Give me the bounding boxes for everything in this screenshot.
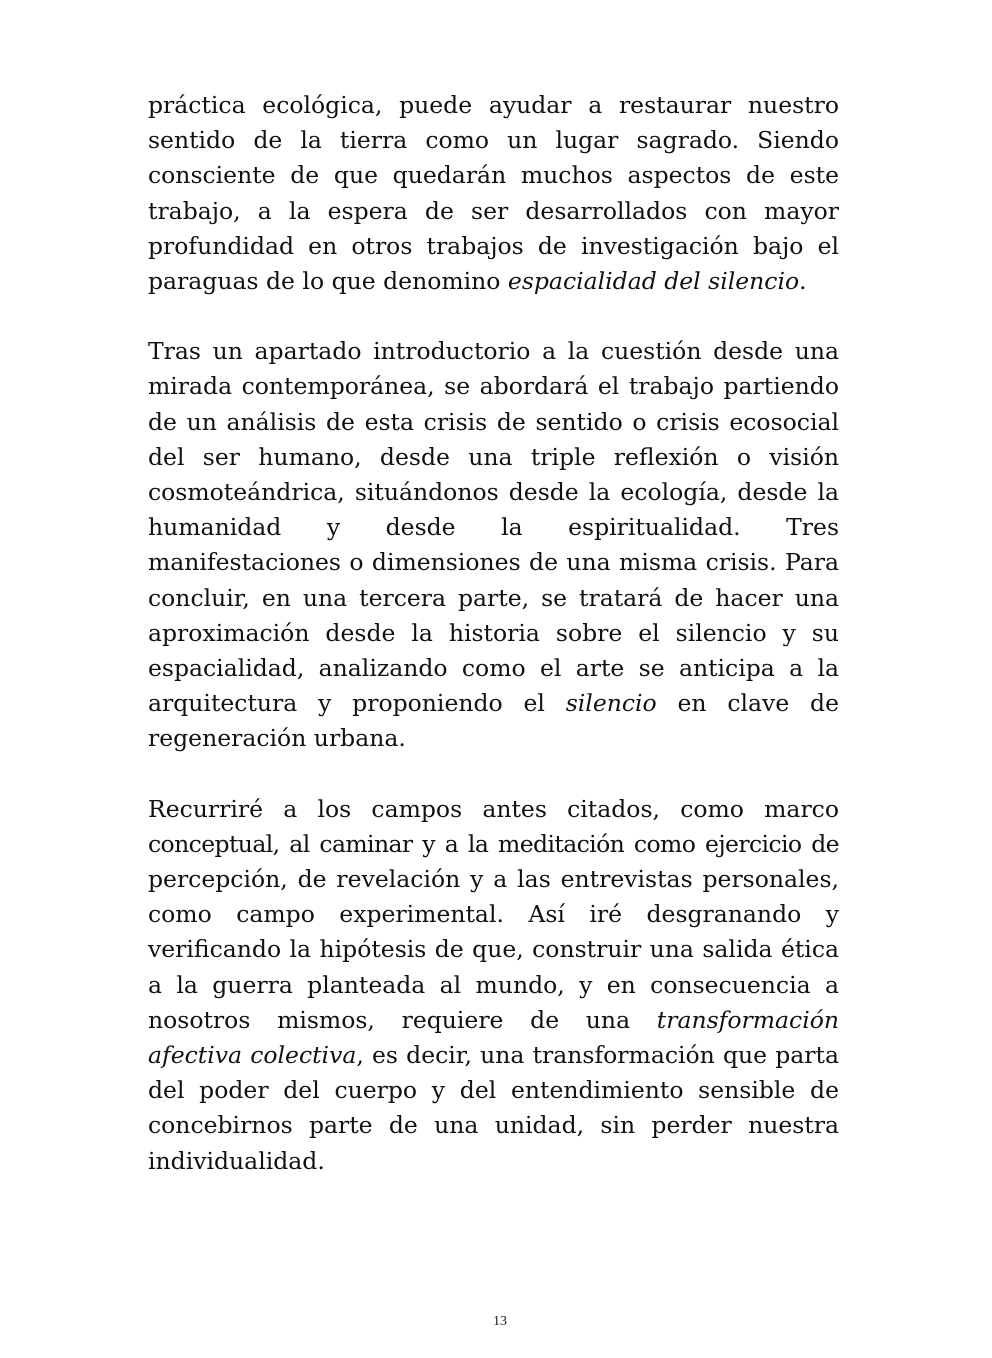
paragraph-3-text: Recurriré a los campos antes citados, como marco — [148, 794, 839, 823]
paragraph-1 — [148, 88, 839, 299]
paragraph-2 — [148, 334, 839, 756]
italic-term-transformacion: transformación afectiva colectiva — [148, 1005, 839, 1070]
paragraph-3 — [148, 792, 839, 1179]
italic-term-espacialidad: espacialidad del silencio — [507, 267, 800, 296]
paragraph-3-end: , es decir, una transformación que parta del poder del cuerpo y del entendimiento sensible de concebirnos parte de una unidad, sin perder nuestra individualidad. — [148, 1041, 839, 1175]
paragraph-1-end: . — [799, 267, 807, 296]
paragraph-3-tight-line: conceptual, al caminar y a la meditación como ejercicio de — [148, 829, 839, 858]
paragraph-2-text: Tras un apartado introductorio a la cuestión desde una mirada contemporánea, se abordará el trabajo partiendo de un análisis de esta crisis de sentido o crisis ecosocial del ser humano, desde una triple reflexión o visión cosmoteándrica, situándonos desde la ecología, desde la humanidad y desde la espiritualidad. Tres manifestaciones o dimensiones de una misma crisis. Para concluir, en una tercera parte, se tratará de hacer una aproximación desde la historia sobre el silencio y su espacialidad, analizando como el arte se anticipa a la arquitectura y proponiendo el — [148, 337, 839, 718]
paragraph-1-text: práctica ecológica, puede ayudar a restaurar nuestro sentido de la tierra como un lugar sagrado. Siendo consciente de que quedarán muchos aspectos de este trabajo, a la espera de ser desarrollados con mayor profundidad en otros trabajos de investigación bajo el paraguas de lo que denomino — [148, 91, 839, 296]
page-number: 13 — [493, 1314, 507, 1329]
paragraph-3-continued: percepción, de revelación y a las entrevistas personales, como campo experimental. Así iré desgranando y verificando la hipótesis de que, construir una salida ética a la guerra planteada al mundo, y en consecuencia a nosotros mismos, requiere de una — [148, 865, 839, 1034]
paragraph-2-end: en clave de regeneración urbana. — [148, 689, 840, 753]
body-text — [148, 88, 839, 1214]
italic-term-silencio: silencio — [565, 689, 657, 718]
